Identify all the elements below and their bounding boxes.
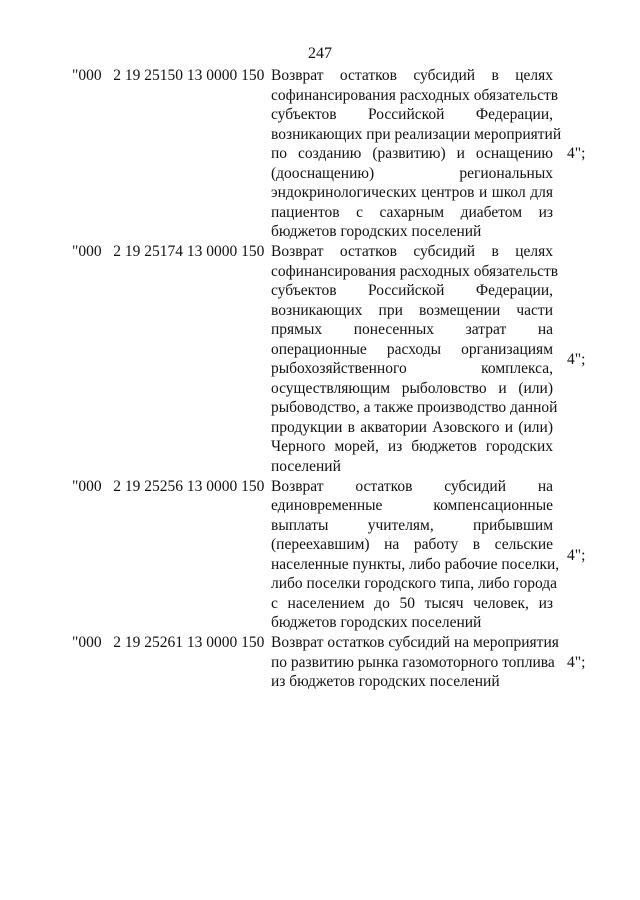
page-number: 247 (308, 45, 332, 62)
description-line: либо поселки городского типа, либо города (271, 575, 558, 592)
description-line: рыбоводство, а также производство данной (271, 399, 558, 416)
income-description (271, 477, 560, 633)
description-line: Возврат остатков субсидий на (271, 477, 553, 495)
description-line: возникающих при реализации мероприятий (271, 125, 562, 143)
table-row (0, 66, 640, 242)
description-line: возникающих при возмещении части (271, 301, 553, 319)
description-line: (дооснащению) региональных (271, 164, 553, 182)
income-description (271, 66, 562, 242)
description-line: софинансирования расходных обязательств (271, 86, 559, 104)
description-line: с населением до 50 тысяч человек, из (271, 594, 553, 612)
table-row (0, 633, 640, 692)
description-line: Возврат остатков субсидий в целях (271, 243, 553, 260)
description-line: бюджетов городских поселений (271, 614, 482, 631)
description-line: населенные пункты, либо рабочие поселки, (271, 555, 560, 573)
description-line: единовременные компенсационные (271, 497, 553, 514)
column-4-value: 4"; (567, 145, 586, 162)
description-line: поселений (271, 457, 341, 475)
description-line: Возврат остатков субсидий в целях (271, 67, 553, 84)
column-4-value: 4"; (567, 654, 586, 671)
description-line: из бюджетов городских поселений (271, 673, 500, 690)
description-line: субъектов Российской Федерации, (271, 106, 553, 123)
description-line: (переехавшим) на работу в сельские (271, 536, 553, 553)
description-line: продукции в акватории Азовского и (или) (271, 418, 553, 436)
description-line: осуществляющим рыболовство и (или) (271, 379, 553, 397)
income-description (271, 633, 559, 692)
classification-code: "000 2 19 25150 13 0000 150 (72, 67, 265, 84)
description-line: Черного морей, из бюджетов городских (271, 438, 553, 455)
classification-code: "000 2 19 25256 13 0000 150 (72, 477, 265, 495)
description-line: субъектов Российской Федерации, (271, 282, 553, 299)
description-line: выплаты учителям, прибывшим (271, 516, 553, 534)
description-line: рыбохозяйственного комплекса, (271, 360, 553, 377)
column-4-value: 4"; (567, 546, 586, 564)
description-line: по развитию рынка газомоторного топлива (271, 653, 555, 671)
description-line: по созданию (развитию) и оснащению (271, 145, 553, 162)
table-row (0, 242, 640, 476)
table-row (0, 477, 640, 633)
income-description (271, 242, 559, 476)
description-line: эндокринологических центров и школ для (271, 184, 553, 201)
description-line: операционные расходы организациям (271, 340, 553, 358)
description-line: пациентов с сахарным диабетом из (271, 203, 553, 221)
description-line: прямых понесенных затрат на (271, 321, 553, 338)
description-line: софинансирования расходных обязательств (271, 262, 559, 280)
classification-code: "000 2 19 25261 13 0000 150 (72, 634, 265, 651)
column-4-value: 4"; (567, 351, 586, 368)
description-line: Возврат остатков субсидий на мероприятия (271, 634, 559, 651)
classification-code: "000 2 19 25174 13 0000 150 (72, 243, 265, 260)
description-line: бюджетов городских поселений (271, 223, 482, 240)
